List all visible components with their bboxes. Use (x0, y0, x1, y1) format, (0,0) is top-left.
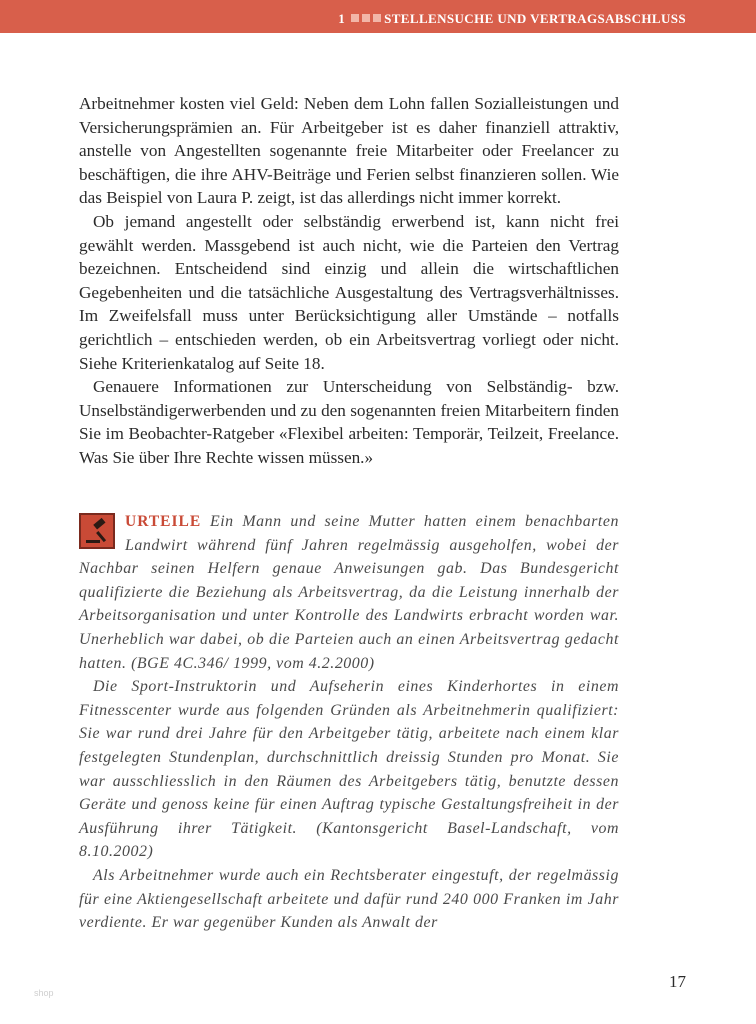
paragraph: Ob jemand angestellt oder selbständig erwerbend ist, kann nicht frei gewählt werden. Massgebend ist auch nicht, wie die Parteien den Vertrag bezeichnen. Entscheidend sind einzig und allein die wirtschaftlichen Gegebenheiten und die tatsächliche Ausgestaltung des Vertragsverhältnisses. Im Zweifelsfall muss unter Berücksichtigung aller Umstände – notfalls gerichtlich – entschieden werden, ob ein Arbeitsvertrag vorliegt oder nicht. Siehe Kriterienkatalog auf Seite 18. (79, 211, 619, 373)
verdict-paragraph: Als Arbeitnehmer wurde auch ein Rechtsberater eingestuft, der regelmässig für eine Aktiengesellschaft arbeitete und dafür rund 240 000 Franken im Jahr verdiente. Er war gegenüber Kunden als Anwalt der (79, 866, 619, 932)
verdict-paragraph (79, 510, 619, 675)
header-square (351, 14, 359, 22)
header-square (362, 14, 370, 22)
running-head (338, 11, 686, 27)
paragraph: Genauere Informationen zur Unterscheidung von Selbständig- bzw. Unselbständigerwerbenden und zu den sogenannten freien Mitarbeitern finden Sie im Beobachter-Ratgeber «Flexibel arbeiten: Temporär, Teilzeit, Freelance. Was Sie über Ihre Rechte wissen müssen.» (79, 377, 619, 467)
verdict-paragraph: Die Sport-Instruktorin und Aufseherin eines Kinderhortes in einem Fitnesscenter wurde aus folgenden Gründen als Arbeitnehmerin qualifiziert: Sie war rund drei Jahre für den Arbeitgeber tätig, arbeitete nach einem klar festgelegten Stundenplan, durchschnittlich dreissig Stunden pro Monat. Sie war ausschliesslich in den Räumen des Arbeitgebers tätig, benutzte dessen Geräte und genoss keine für einen Auftrag typische Gestaltungsfreiheit in der Ausführung ihrer Tätigkeit. (Kantonsgericht Basel-Landschaft, vom 8.10.2002) (79, 678, 619, 861)
gavel-icon (79, 513, 115, 549)
header-square (373, 14, 381, 22)
body-text (79, 92, 619, 470)
running-title: STELLENSUCHE UND VERTRAGSABSCHLUSS (384, 11, 686, 26)
verdict-label: URTEILE (125, 513, 202, 530)
page-number: 17 (669, 972, 686, 991)
paragraph: Arbeitnehmer kosten viel Geld: Neben dem Lohn fallen Sozialleistungen und Versicherungsprämien an. Für Arbeitgeber ist es daher finanziell attraktiv, anstelle von Angestellten sogenannte freie Mitarbeiter oder Freelancer zu beschäftigen, die ihre AHV-Beiträge und Ferien selbst finanzieren sollen. Wie das Beispiel von Laura P. zeigt, ist das allerdings nicht immer korrekt. (79, 94, 619, 208)
chapter-number: 1 (338, 11, 346, 26)
header-bar (0, 0, 756, 33)
watermark: shop (34, 988, 54, 998)
verdict-text: Ein Mann und seine Mutter hatten einem benachbarten Landwirt während fünf Jahren regelmässig ausgeholfen, wobei der Nachbar seinen Helfern genaue Anweisungen gab. Das Bundesgericht qualifizierte die Beziehung als Arbeitsvertrag, da die Leistung innerhalb der Arbeitsorganisation und unter Kontrolle des Landwirts erbracht worden war. Unerheblich war dabei, ob die Parteien auch an einen Arbeitsvertrag gedacht hatten. (BGE 4C.346/ 1999, vom 4.2.2000) (79, 513, 619, 672)
verdicts-box (79, 510, 619, 935)
